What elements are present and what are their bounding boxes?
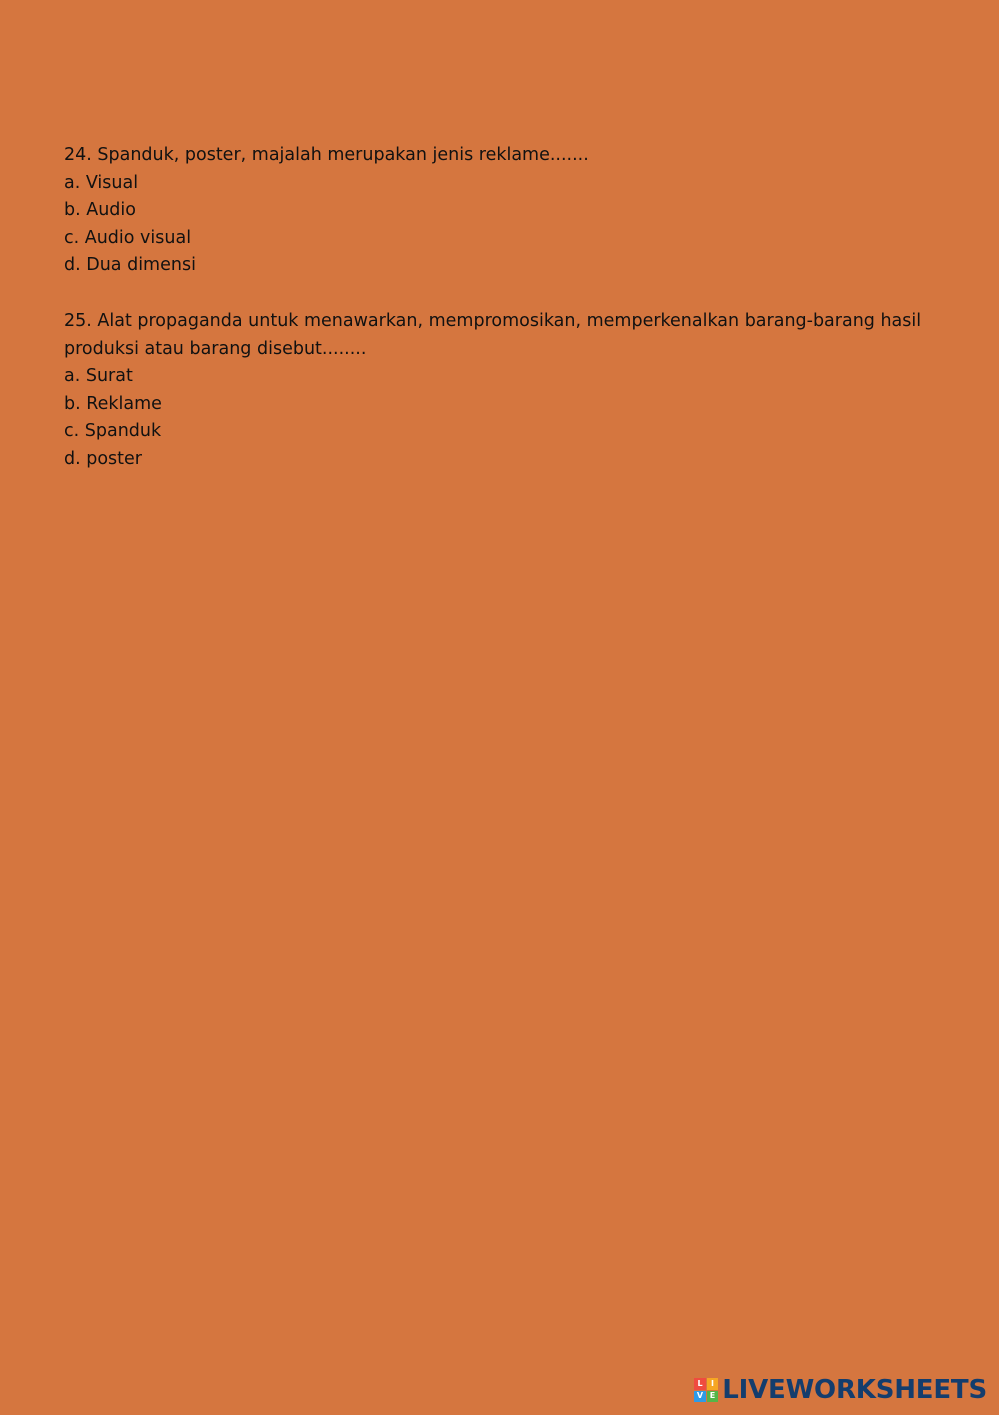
answer-option-b: b. Audio bbox=[64, 200, 136, 221]
question-text: 25. Alat propaganda untuk menawarkan, mempromosikan, memperkenalkan barang-barang hasil produksi atau barang disebut........ bbox=[64, 310, 922, 359]
answer-option-a: a. Visual bbox=[64, 172, 139, 193]
worksheet-content bbox=[64, 142, 964, 474]
answer-option-c: c. Spanduk bbox=[64, 421, 162, 442]
answer-option-d: d. poster bbox=[64, 448, 142, 469]
answer-option-a: a. Surat bbox=[64, 366, 133, 387]
brand-icon-letter: E bbox=[707, 1391, 719, 1403]
question-25 bbox=[64, 308, 964, 474]
answer-option-b: b. Reklame bbox=[64, 393, 162, 414]
brand-icon-letter: L bbox=[694, 1378, 706, 1390]
live-letters-icon bbox=[694, 1378, 718, 1402]
answer-option-d: d. Dua dimensi bbox=[64, 255, 196, 276]
question-text: 24. Spanduk, poster, majalah merupakan jenis reklame....... bbox=[64, 145, 589, 165]
question-24 bbox=[64, 142, 964, 280]
brand-icon-letter: I bbox=[707, 1378, 719, 1390]
brand-icon-letter: V bbox=[694, 1391, 706, 1403]
brand-name: LIVEWORKSHEETS bbox=[722, 1375, 987, 1405]
answer-option-c: c. Audio visual bbox=[64, 227, 192, 248]
liveworksheets-logo bbox=[694, 1375, 987, 1405]
